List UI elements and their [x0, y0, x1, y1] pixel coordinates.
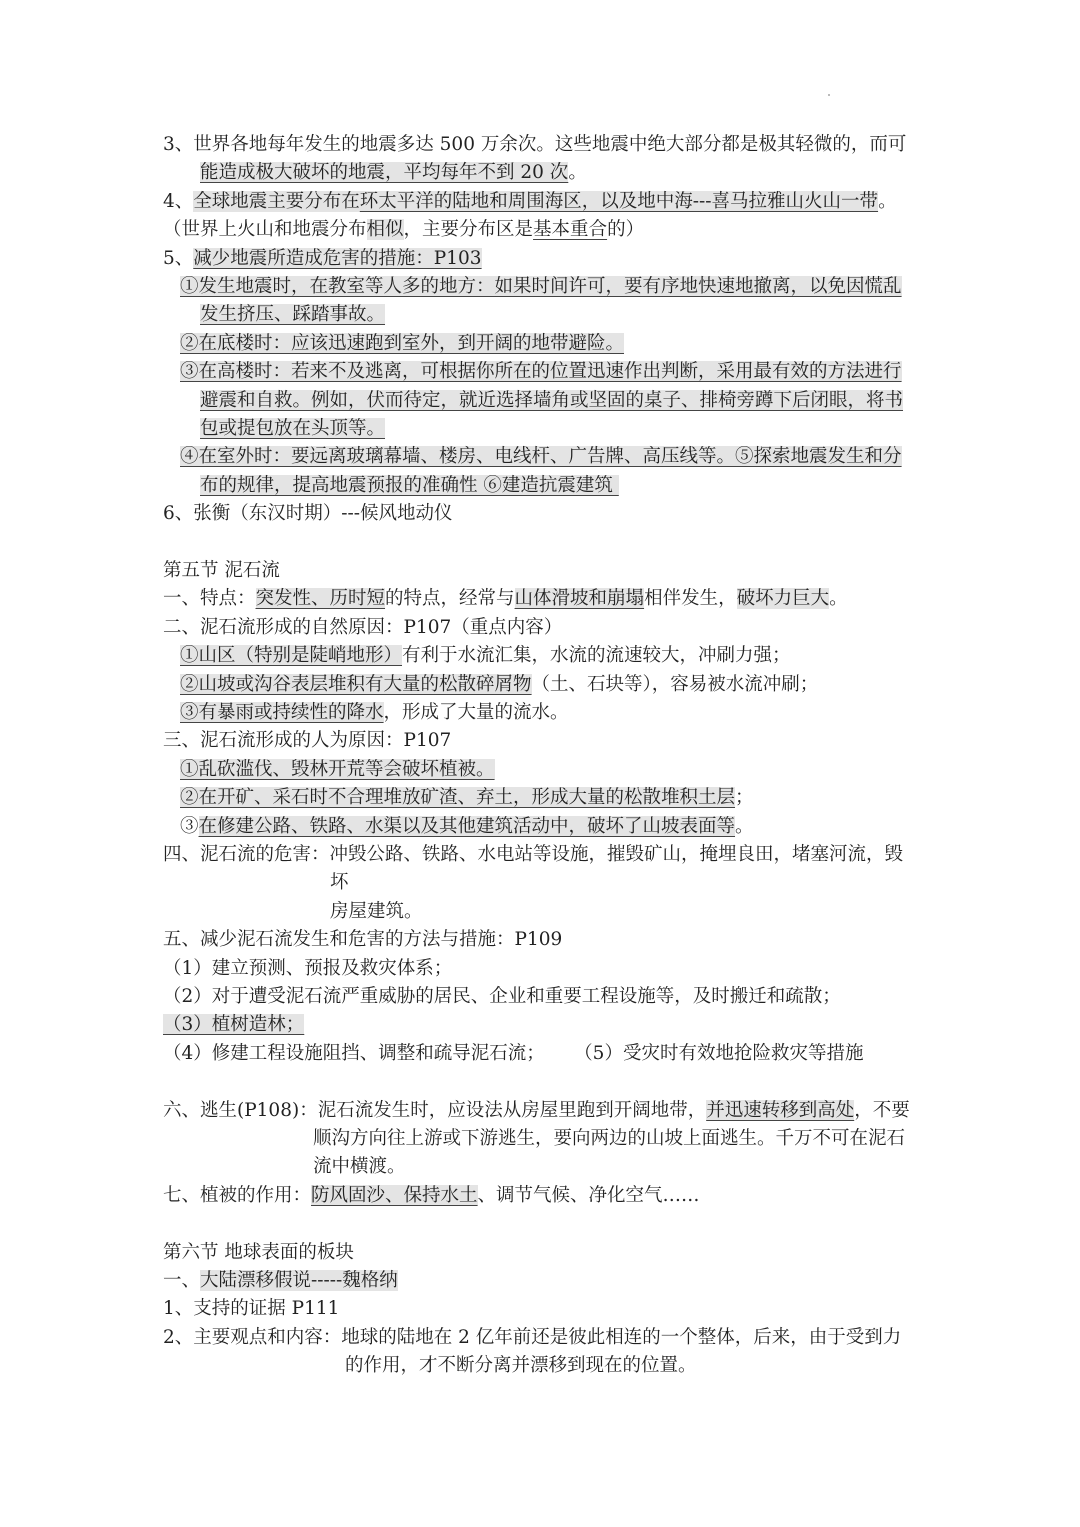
highlighted-text: 包或提包放在头顶等。	[200, 418, 386, 439]
text-segment: 。	[568, 162, 587, 183]
highlighted-text: 避震和自救。例如，伏而待定，就近选择墙角或坚固的桌子、排椅旁蹲下后闭眼，将书	[200, 390, 904, 411]
highlighted-text: 大陆漂移假说-----魏格纳	[200, 1270, 398, 1291]
highlighted-text: ③在高楼时：若来不及逃离，可根据你所在的位置迅速作出判断，采用最有效的方法进行	[180, 361, 902, 382]
text-line	[163, 1182, 700, 1210]
text-line	[345, 1352, 697, 1380]
highlighted-text: ②山坡或沟谷表层堆积有大量的松散碎屑物	[180, 674, 532, 695]
text-segment: ，主要分布区是	[403, 219, 534, 240]
text-line	[330, 898, 423, 926]
text-segment: 房屋建筑。	[330, 901, 423, 922]
text-line	[163, 614, 562, 642]
text-segment: 六、逃生(P108)：泥石流发生时，应设法从房屋里跑到开阔地带，	[163, 1100, 707, 1121]
text-segment: 坏	[330, 872, 349, 893]
highlighted-text: 能造成极大破坏的地震，平均每年不到 20 次	[200, 162, 569, 183]
text-segment: 第五节 泥石流	[163, 560, 280, 581]
text-line	[200, 387, 903, 415]
text-segment: 。	[735, 816, 754, 837]
text-line	[200, 415, 385, 443]
text-segment: 七、植被的作用：	[163, 1185, 312, 1206]
text-line	[180, 330, 624, 358]
highlighted-text: 相似	[366, 219, 404, 240]
text-line	[163, 1239, 354, 1267]
text-segment: （土、石块等），容易被水流冲刷；	[531, 674, 819, 695]
text-line	[313, 1153, 406, 1181]
text-line	[163, 1097, 910, 1125]
page-speck	[828, 94, 830, 96]
highlighted-text: ②在底楼时：应该迅速跑到室外，到开阔的地带避险。	[180, 333, 625, 354]
text-segment: 一、	[163, 1270, 201, 1291]
text-segment: 4、	[163, 191, 194, 212]
text-line	[180, 699, 569, 727]
highlighted-text: ③有暴雨或持续性的降水	[180, 702, 384, 723]
text-segment: 1、支持的证据 P111	[163, 1298, 340, 1319]
highlighted-text: 布的规律，提高地震预报的准确性 ⑥建造抗震建筑	[200, 475, 619, 496]
text-line	[163, 557, 280, 585]
text-segment: （4）修建工程设施阻挡、调整和疏导泥石流； （5）受灾时有效地抢险救灾等措施	[163, 1043, 864, 1064]
text-line	[163, 585, 848, 613]
highlighted-text: 防风固沙、保持水土	[311, 1185, 478, 1206]
text-line	[163, 216, 644, 244]
text-segment: 6、张衡（东汉时期）---候风地动仪	[163, 503, 453, 524]
text-line	[200, 159, 587, 187]
text-segment: 第六节 地球表面的板块	[163, 1242, 354, 1263]
text-segment: 2、主要观点和内容：地球的陆地在 2 亿年前还是彼此相连的一个整体，后来，由于受到力	[163, 1327, 902, 1348]
highlighted-text: 破坏力巨大	[736, 588, 830, 609]
text-segment: 的特点，经常与	[385, 588, 515, 609]
text-segment: 。	[829, 588, 848, 609]
highlighted-text: 山体滑坡和崩塌	[514, 588, 645, 609]
text-segment: （1）建立预测、预报及救灾体系；	[163, 958, 453, 979]
text-segment: 四、泥石流的危害：冲毁公路、铁路、水电站等设施，摧毁矿山，掩埋良田，堵塞河流，毁	[163, 844, 904, 865]
text-segment: 流中横渡。	[313, 1156, 406, 1177]
text-line	[163, 926, 562, 954]
highlighted-text: 发生挤压、踩踏事故。	[200, 304, 386, 325]
highlighted-text: ①乱砍滥伐、毁林开荒等会破坏植被。	[180, 759, 495, 780]
text-line	[163, 131, 906, 159]
text-line	[163, 1267, 398, 1295]
text-line	[163, 841, 903, 869]
text-line	[163, 500, 453, 528]
highlighted-text: 突发性、历时短	[255, 588, 386, 609]
text-line	[163, 1295, 339, 1323]
highlighted-text: 环太平洋的陆地和周围海区，以及地中海---喜马拉雅山火山一带	[359, 191, 879, 212]
text-segment: 、调节气候、净化空气……	[477, 1185, 700, 1206]
text-segment: 顺沟方向往上游或下游逃生，要向两边的山坡上面逃生。千万不可在泥石	[313, 1128, 906, 1149]
text-segment: ③	[180, 816, 199, 837]
highlighted-text: 减少地震所造成危害的措施：P103	[193, 248, 482, 269]
text-segment: ，不要	[854, 1100, 910, 1121]
highlighted-text: 全球地震主要分布在	[193, 191, 360, 212]
text-segment: ；	[735, 787, 754, 808]
text-segment: 的）	[607, 219, 645, 240]
text-segment: 相伴发生，	[644, 588, 737, 609]
text-line	[180, 784, 754, 812]
text-line	[163, 188, 897, 216]
text-line	[163, 1011, 304, 1039]
text-segment: 五、减少泥石流发生和危害的方法与措施：P109	[163, 929, 563, 950]
text-segment: （2）对于遭受泥石流严重威胁的居民、企业和重要工程设施等，及时搬迁和疏散；	[163, 986, 841, 1007]
text-line	[163, 727, 451, 755]
text-line	[180, 443, 902, 471]
text-line	[313, 1125, 905, 1153]
highlighted-text: 并迅速转移到高处	[706, 1100, 855, 1121]
text-line	[330, 869, 349, 897]
text-line	[163, 1324, 901, 1352]
text-line	[180, 756, 495, 784]
text-segment: ，形成了大量的流水。	[383, 702, 569, 723]
text-segment: 的作用，才不断分离并漂移到现在的位置。	[345, 1355, 697, 1376]
highlighted-text: 在修建公路、铁路、水渠以及其他建筑活动中，破坏了山坡表面等	[198, 816, 736, 837]
highlighted-text: ②在开矿、采石时不合理堆放矿渣、弃土，形成大量的松散堆积土层	[180, 787, 736, 808]
highlighted-text: ①发生地震时，在教室等人多的地方：如果时间许可，要有序地快速地撤离，以免因慌乱	[180, 276, 902, 297]
text-line	[180, 813, 754, 841]
highlighted-text: ①山区（特别是陡峭地形）	[180, 645, 403, 666]
text-line	[200, 301, 385, 329]
text-line	[180, 671, 818, 699]
text-segment: 二、泥石流形成的自然原因：P107（重点内容）	[163, 617, 563, 638]
text-segment: 三、泥石流形成的人为原因：P107	[163, 730, 452, 751]
text-line	[163, 983, 841, 1011]
text-line	[180, 273, 902, 301]
text-segment: （世界上火山和地震分布	[163, 219, 367, 240]
text-segment: 有利于水流汇集，水流的流速较大，冲刷力强；	[402, 645, 791, 666]
text-line	[180, 358, 902, 386]
text-line	[163, 955, 452, 983]
text-segment: 5、	[163, 248, 194, 269]
highlighted-text: ④在室外时：要远离玻璃幕墙、楼房、电线杆、广告牌、高压线等。⑤探索地震发生和分	[180, 446, 902, 467]
highlighted-text: 基本重合	[533, 219, 608, 240]
text-line	[163, 1040, 863, 1068]
text-line	[180, 642, 791, 670]
text-line	[163, 245, 482, 273]
text-segment: 一、特点：	[163, 588, 256, 609]
text-segment: 3、世界各地每年发生的地震多达 500 万余次。这些地震中绝大部分都是极其轻微的，而可	[163, 134, 907, 155]
text-line	[200, 472, 619, 500]
text-segment: 。	[878, 191, 897, 212]
highlighted-text: （3）植树造林；	[163, 1014, 305, 1035]
